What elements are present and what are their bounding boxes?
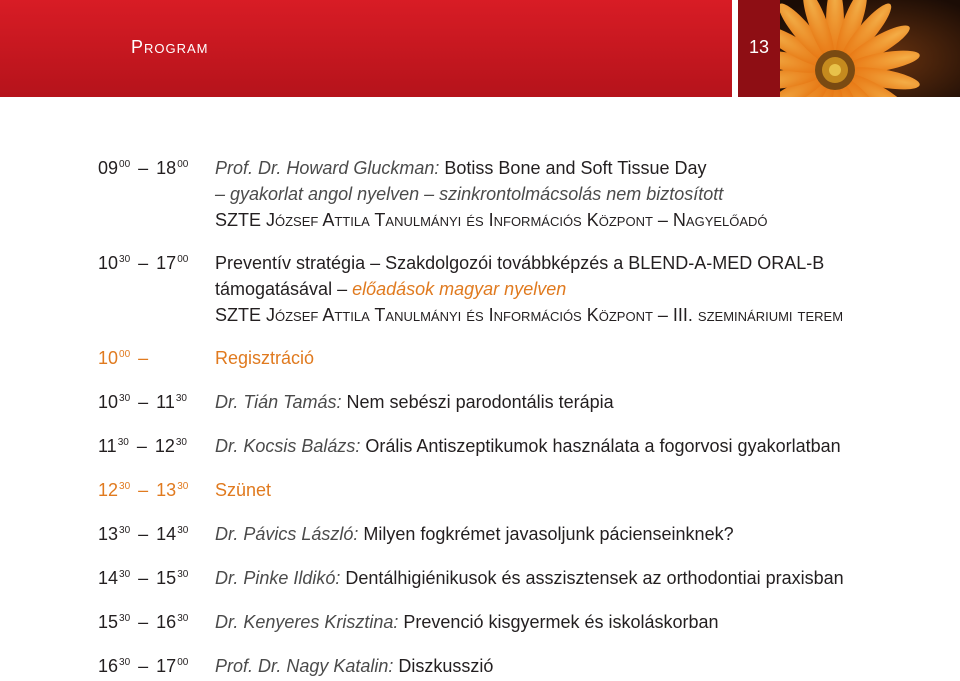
schedule-content (215, 565, 844, 591)
talk-title: Nem sebészi parodontális terápia (341, 392, 614, 412)
session-venue: SZTE József Attila Tanulmányi és Információs Központ – III. szemináriumi terem (215, 305, 844, 325)
session-time: $09^{00} - 18^{00}$ (98, 158, 189, 178)
talk-title: Prevenció kisgyermek és iskoláskorban (398, 612, 719, 632)
schedule-title: Regisztráció (215, 348, 315, 368)
schedule-content (215, 389, 614, 415)
schedule-time: $12^{30} - 13^{30}$ (98, 480, 189, 500)
schedule-time: $13^{30} - 14^{30}$ (98, 524, 189, 544)
schedule-time: $16^{30} - 17^{00}$ (98, 656, 189, 676)
speaker: Dr. Tián Tamás: (215, 392, 342, 412)
speaker: Dr. Pinke Ildikó: (215, 568, 341, 588)
schedule-title: Szünet (215, 480, 272, 500)
speaker: Dr. Kenyeres Krisztina: (215, 612, 399, 632)
talk-title: Milyen fogkrémet javasoljunk pácienseinknek? (358, 524, 734, 544)
schedule-time: $10^{00}$ – (98, 348, 149, 368)
session-content (215, 155, 768, 233)
schedule-content (215, 433, 841, 459)
session-title-line: Prof. Dr. Howard Gluckman: Botiss Bone and Soft Tissue Day (215, 158, 707, 178)
session-content (215, 250, 843, 328)
schedule-time: $10^{30} - 11^{30}$ (98, 392, 187, 412)
header-red-band (0, 0, 732, 97)
speaker: Dr. Kocsis Balázs: (215, 436, 361, 456)
talk-title: Orális Antiszeptikumok használata a fogorvosi gyakorlatban (360, 436, 841, 456)
schedule-content (215, 609, 719, 635)
schedule-content (215, 521, 734, 547)
schedule-content (215, 653, 493, 679)
schedule-time: $11^{30} - 12^{30}$ (98, 436, 187, 456)
speaker: Dr. Pávics László: (215, 524, 359, 544)
session-note: – gyakorlat angol nyelven – szinkrontolmácsolás nem biztosított (215, 184, 724, 204)
speaker: Prof. Dr. Nagy Katalin: (215, 656, 394, 676)
section-title: Program (131, 37, 209, 57)
schedule-time: $14^{30} - 15^{30}$ (98, 568, 189, 588)
talk-title: Dentálhigiénikusok és asszisztensek az orthodontiai praxisban (340, 568, 844, 588)
schedule-time: $15^{30} - 16^{30}$ (98, 612, 189, 632)
session-time: $10^{30} - 17^{00}$ (98, 253, 189, 273)
page-header (0, 0, 960, 97)
session-venue: SZTE József Attila Tanulmányi és Információs Központ – Nagyelőadó (215, 210, 768, 230)
session-title-line-2: támogatásával – előadások magyar nyelven (215, 279, 567, 299)
session-title-line: Preventív stratégia – Szakdolgozói továbbképzés a BLEND-A-MED ORAL-B (215, 253, 825, 273)
flower-photo (780, 0, 960, 97)
gerbera-flower-image (780, 0, 960, 97)
talk-title: Diszkusszió (393, 656, 494, 676)
page-number: 13 (748, 37, 770, 57)
